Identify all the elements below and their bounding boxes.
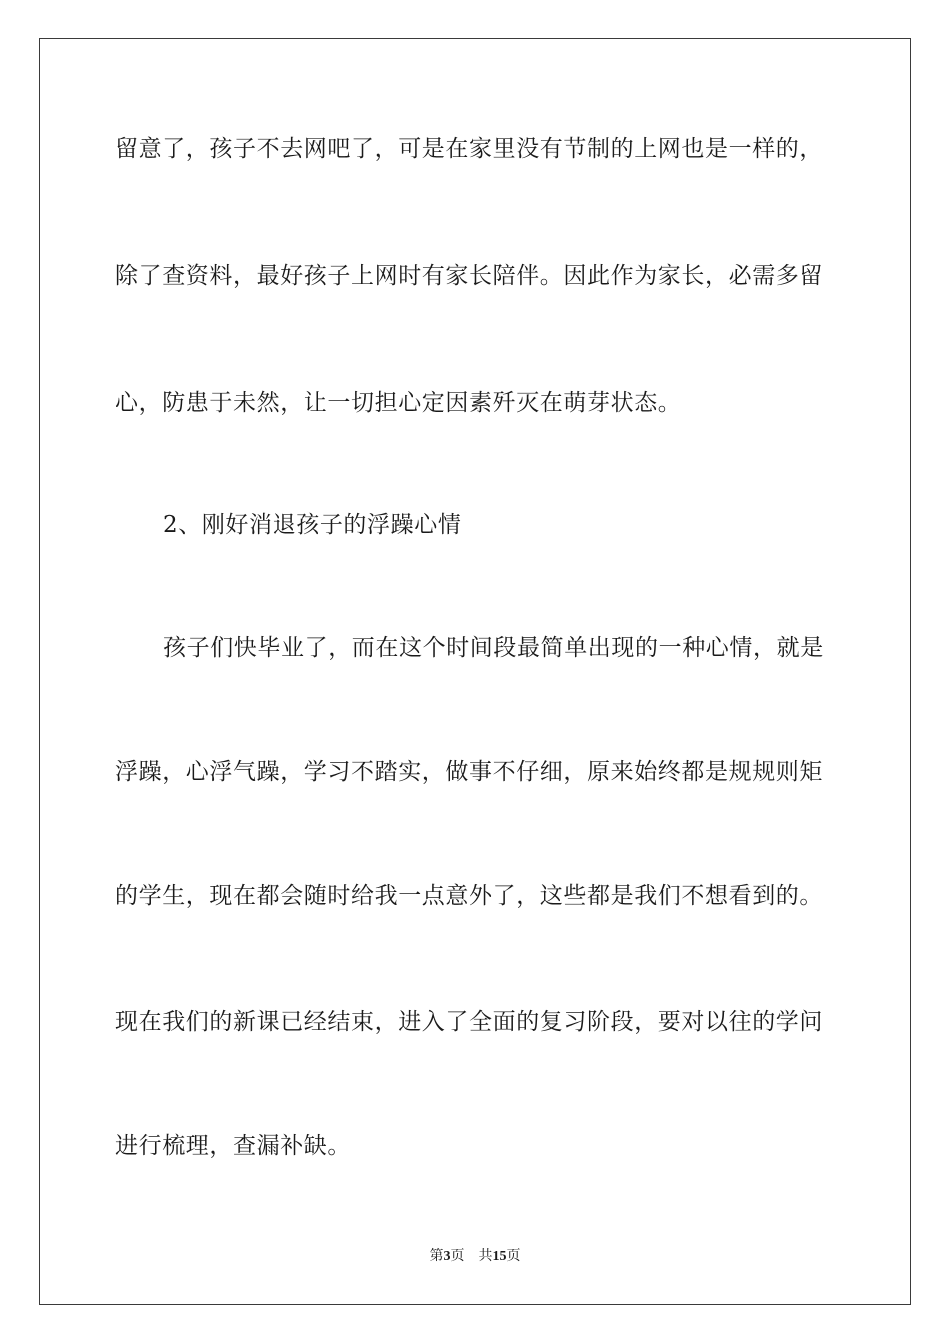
body-text-line-4: 孩子们快毕业了，而在这个时间段最简单出现的一种心情，就是	[163, 635, 824, 661]
body-text-line-7: 现在我们的新课已经结束，进入了全面的复习阶段，要对以往的学问	[115, 1009, 823, 1035]
body-text-line-2: 除了查资料，最好孩子上网时有家长陪伴。因此作为家长，必需多留	[115, 263, 823, 289]
body-text-line-1: 留意了，孩子不去网吧了，可是在家里没有节制的上网也是一样的，	[115, 136, 823, 162]
body-text-line-8: 进行梳理，查漏补缺。	[115, 1133, 351, 1159]
total-prefix: 共	[478, 1248, 493, 1264]
body-text-line-6: 的学生，现在都会随时给我一点意外了，这些都是我们不想看到的。	[115, 883, 823, 909]
page-border	[39, 38, 911, 1305]
body-text-line-3: 心，防患于未然，让一切担心定因素歼灭在萌芽状态。	[115, 390, 682, 416]
section-heading: 2、刚好消退孩子的浮躁心情	[163, 512, 462, 538]
body-text-line-5: 浮躁，心浮气躁，学习不踏实，做事不仔细，原来始终都是规规则矩	[115, 759, 823, 785]
total-pages: 15	[492, 1249, 507, 1264]
total-suffix: 页	[506, 1248, 521, 1264]
page-footer	[0, 1247, 950, 1266]
page-suffix: 页	[450, 1248, 465, 1264]
page-prefix: 第	[429, 1248, 444, 1264]
page-number: 3	[443, 1249, 451, 1264]
